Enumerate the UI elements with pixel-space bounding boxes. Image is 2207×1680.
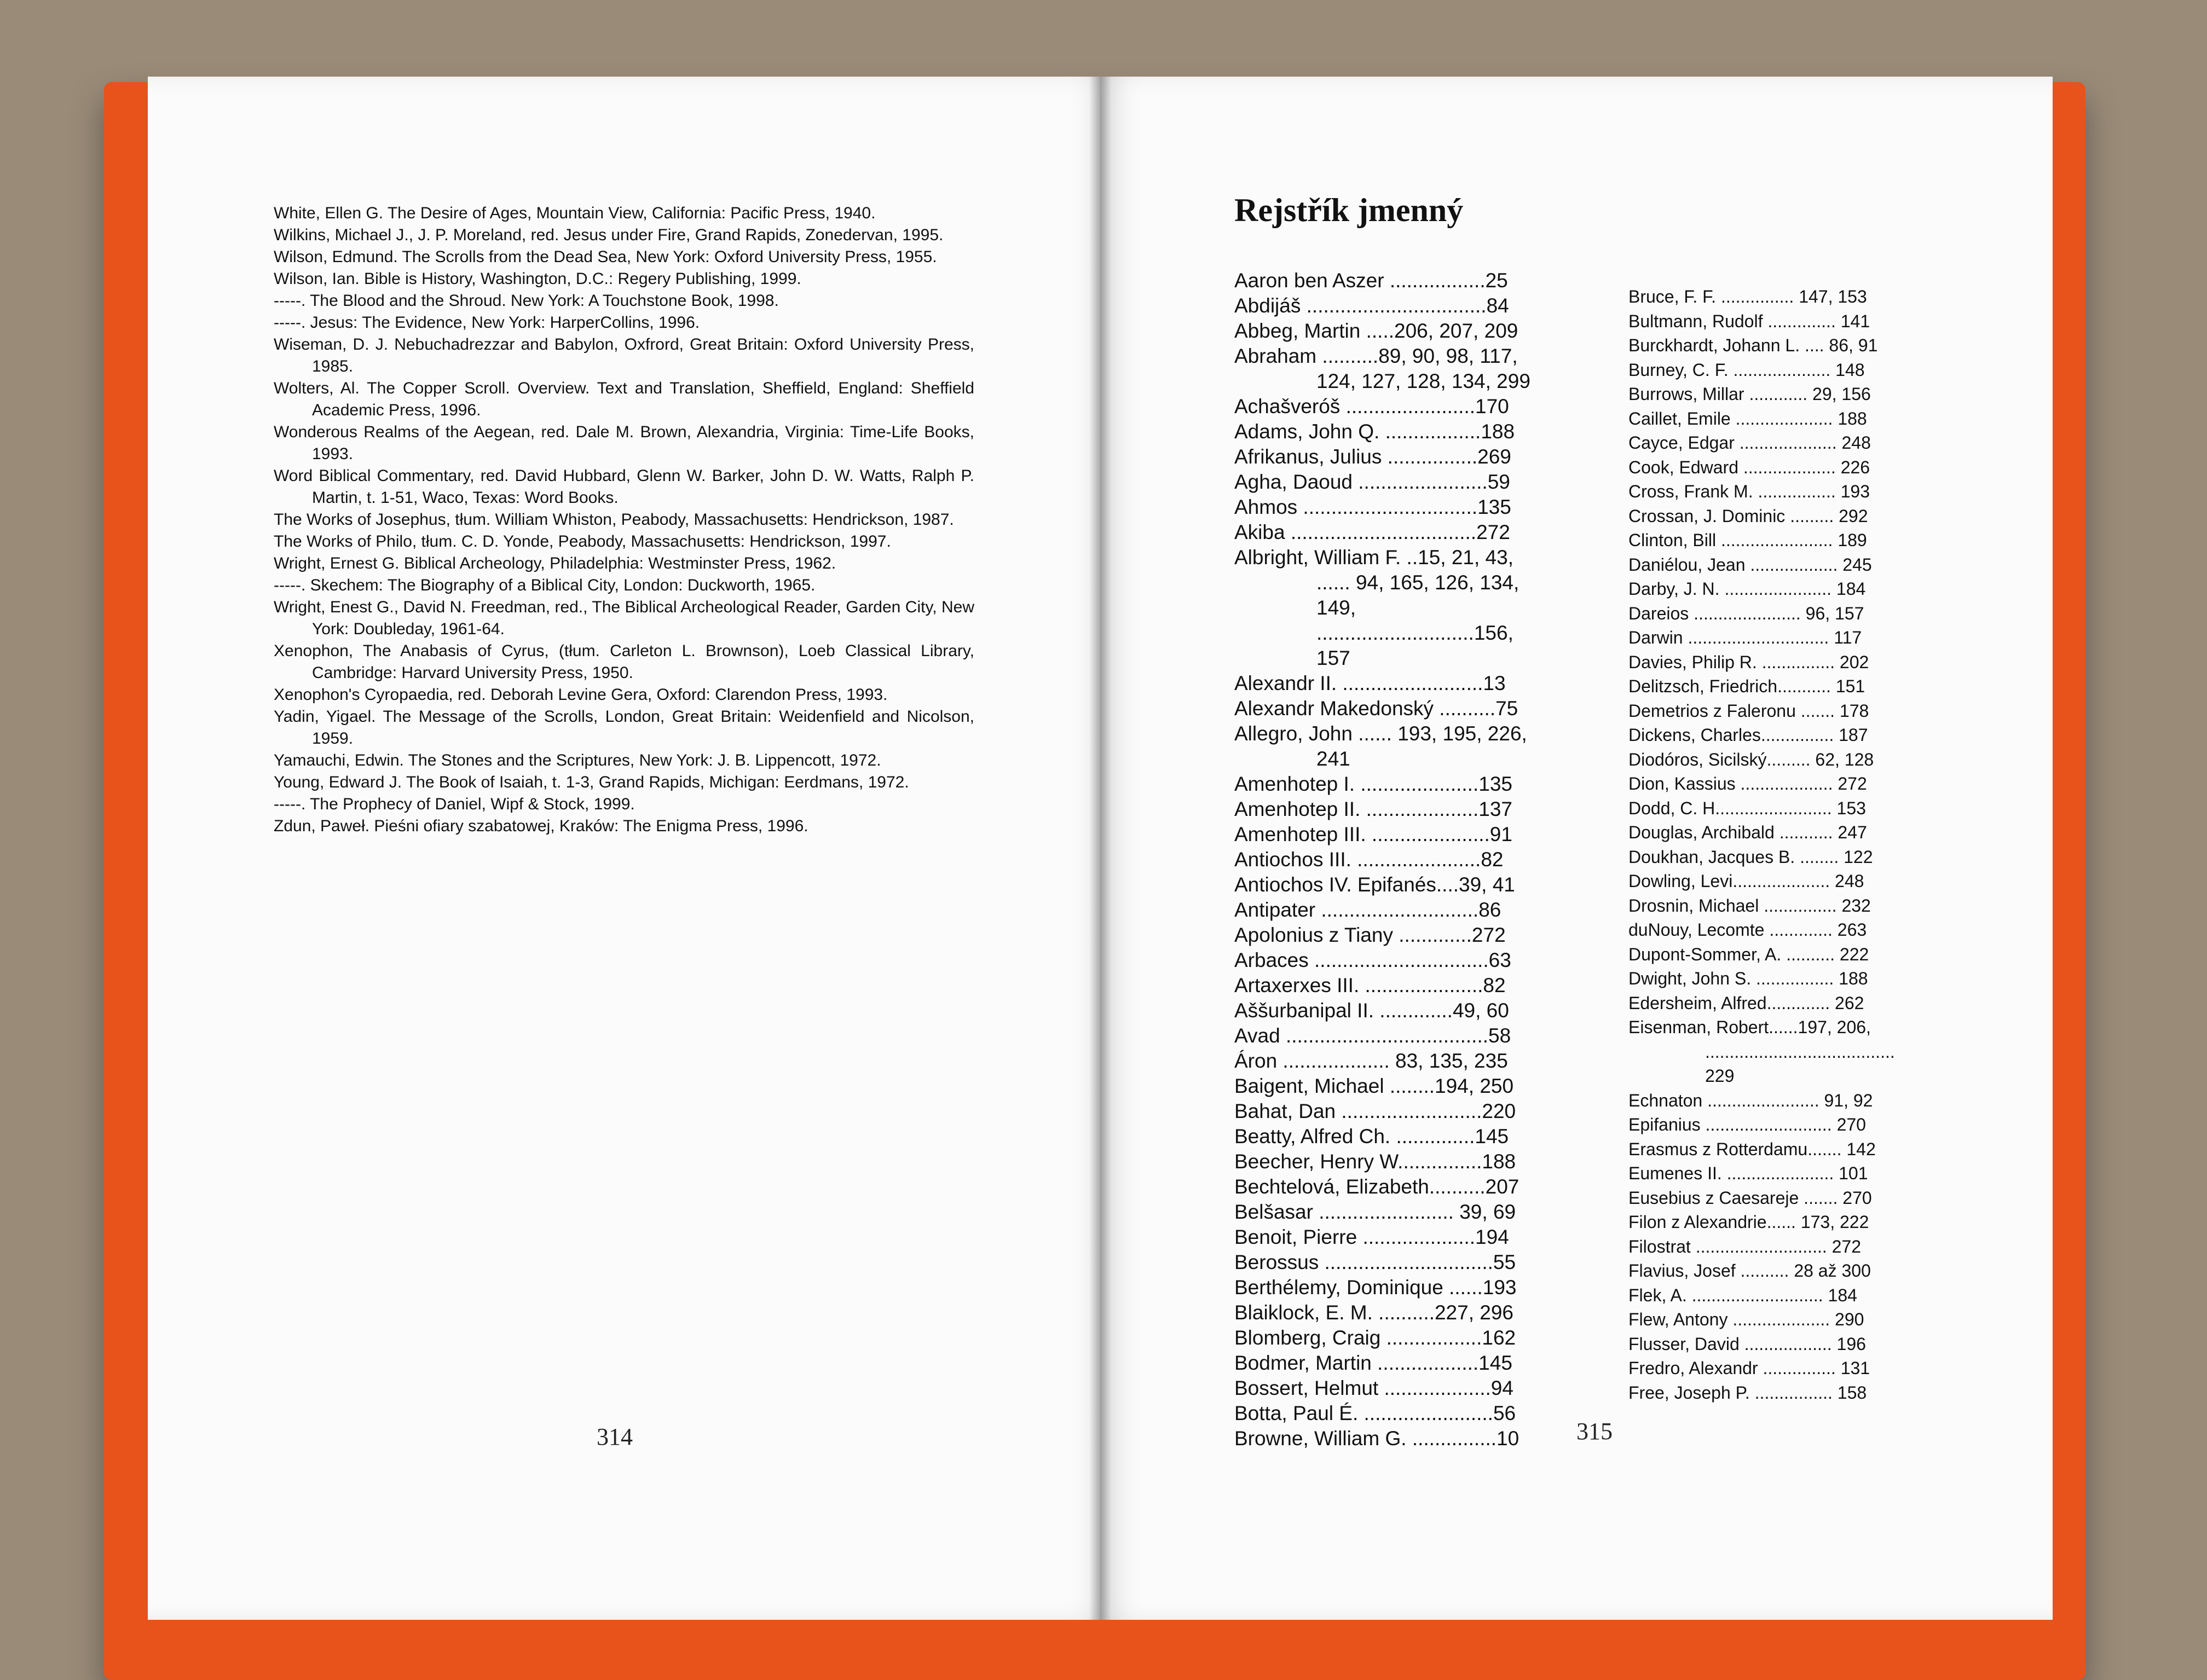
index-entry: Baigent, Michael ........194, 250 xyxy=(1234,1075,1514,1097)
bibliography-entry: Wright, Enest G., David N. Freedman, red., The Biblical Archeological Reader, Garden City, New York: Doubleday, 1961-64. xyxy=(274,598,974,638)
index-entry: Bahat, Dan .........................220 xyxy=(1234,1100,1516,1122)
index-entry: Crossan, J. Dominic ......... 292 xyxy=(1628,506,1868,526)
index-entry: Free, Joseph P. ................ 158 xyxy=(1628,1382,1867,1403)
index-entry: Amenhotep III. .....................91 xyxy=(1234,823,1512,845)
index-entry: Daniélou, Jean .................. 245 xyxy=(1628,554,1872,575)
index-entry: Abbeg, Martin .....206, 207, 209 xyxy=(1234,320,1518,342)
index-entry: Alexandr Makedonský ..........75 xyxy=(1234,697,1518,720)
index-entry: Douglas, Archibald ........... 247 xyxy=(1628,822,1867,842)
index-entry: Burrows, Millar ............ 29, 156 xyxy=(1628,384,1871,404)
index-entry: Drosnin, Michael ............... 232 xyxy=(1628,895,1871,916)
index-entry: Blaiklock, E. M. ..........227, 296 xyxy=(1234,1301,1513,1324)
index-entry: Allegro, John ...... 193, 195, 226, 241 xyxy=(1234,722,1527,770)
index-entry: Dodd, C. H........................ 153 xyxy=(1628,798,1866,818)
index-entry: Demetrios z Faleronu ....... 178 xyxy=(1628,700,1869,721)
bibliography-entry: Xenophon, The Anabasis of Cyrus, (tłum. Carleton L. Brownson), Loeb Classical Library, Cambridge: Harvard University Press, 1950. xyxy=(274,642,974,682)
bibliography-entry: White, Ellen G. The Desire of Ages, Mountain View, California: Pacific Press, 1940. xyxy=(274,204,876,222)
index-entry: Dion, Kassius ................... 272 xyxy=(1628,774,1867,793)
index-entry: Flek, A. ........................... 184 xyxy=(1628,1285,1857,1305)
index-entry: Abraham ..........89, 90, 98, 117, 124, 127, 128, 134, 299 xyxy=(1234,345,1530,392)
left-page xyxy=(148,77,1111,1620)
index-entry: Apolonius z Tiany .............272 xyxy=(1234,924,1506,946)
bibliography-entry: Wonderous Realms of the Aegean, red. Dale M. Brown, Alexandria, Virginia: Time-Life Books, 1993. xyxy=(274,423,974,463)
bibliography-entry: Wilkins, Michael J., J. P. Moreland, red. Jesus under Fire, Grand Rapids, Zonedervan, 1995. xyxy=(274,226,944,244)
bibliography-entry: The Works of Josephus, tłum. William Whiston, Peabody, Massachusetts: Hendrickson, 1987. xyxy=(274,511,954,529)
index-column-2 xyxy=(1628,285,1910,1405)
index-entry: Eusebius z Caesareje ....... 270 xyxy=(1628,1187,1872,1208)
index-entry: Aššurbanipal II. .............49, 60 xyxy=(1234,999,1509,1022)
index-entry: Achašveróš .......................170 xyxy=(1234,395,1509,418)
index-entry: Bechtelová, Elizabeth..........207 xyxy=(1234,1175,1520,1198)
index-entry: Beecher, Henry W...............188 xyxy=(1234,1150,1516,1173)
index-entry: Amenhotep I. .....................135 xyxy=(1234,773,1512,795)
index-entry: Dickens, Charles............... 187 xyxy=(1628,725,1868,745)
index-entry: Afrikanus, Julius ................269 xyxy=(1234,445,1511,468)
index-entry: Darby, J. N. ...................... 184 xyxy=(1628,579,1866,599)
index-entry: Caillet, Emile .................... 188 xyxy=(1628,408,1867,428)
index-entry: Flew, Antony .................... 290 xyxy=(1628,1310,1864,1329)
bibliography-entry: Young, Edward J. The Book of Isaiah, t. 1-3, Grand Rapids, Michigan: Eerdmans, 1972. xyxy=(274,773,909,791)
index-entry: Berthélemy, Dominique ......193 xyxy=(1234,1276,1517,1299)
bibliography-entry: -----. The Blood and the Shroud. New York: A Touchstone Book, 1998. xyxy=(274,292,779,310)
index-entry: Dupont-Sommer, A. .......... 222 xyxy=(1628,944,1869,964)
index-entry: Eisenman, Robert......197, 206, ....................................... 229 xyxy=(1628,1017,1895,1086)
index-entry: Eumenes II. ...................... 101 xyxy=(1628,1163,1868,1183)
bibliography-entry: -----. Skechem: The Biography of a Biblical City, London: Duckworth, 1965. xyxy=(274,576,816,594)
page-number-left: 314 xyxy=(597,1423,633,1450)
index-entry: Amenhotep II. ....................137 xyxy=(1234,798,1512,820)
index-entry: Akiba .................................272 xyxy=(1234,521,1510,543)
index-entry: Erasmus z Rotterdamu....... 142 xyxy=(1628,1139,1876,1159)
index-entry: Antiochos IV. Epifanés....39, 41 xyxy=(1234,873,1515,896)
index-entry: Bultmann, Rudolf .............. 141 xyxy=(1628,311,1870,331)
index-entry: Cayce, Edgar .................... 248 xyxy=(1628,433,1871,453)
index-entry: Dareios ...................... 96, 157 xyxy=(1628,603,1864,623)
index-entry: Echnaton ....................... 91, 92 xyxy=(1628,1090,1873,1110)
index-entry: Epifanius .......................... 270 xyxy=(1628,1115,1866,1134)
index-entry: Aaron ben Aszer .................25 xyxy=(1234,269,1508,292)
index-entry: Flusser, David .................. 196 xyxy=(1628,1334,1866,1354)
index-entry: Artaxerxes III. .....................82 xyxy=(1234,974,1506,997)
index-entry: Browne, William G. ...............10 xyxy=(1234,1427,1520,1450)
bibliography-entry: Wilson, Edmund. The Scrolls from the Dead Sea, New York: Oxford University Press, 1955. xyxy=(274,248,937,266)
bibliography-entry: The Works of Philo, tłum. C. D. Yonde, Peabody, Massachusetts: Hendrickson, 1997. xyxy=(274,532,891,551)
index-entry: Cook, Edward ................... 226 xyxy=(1628,457,1870,477)
index-entry: Edersheim, Alfred............. 262 xyxy=(1628,993,1864,1013)
index-entry: Avad ....................................58 xyxy=(1234,1024,1511,1047)
index-entry: Blomberg, Craig .................162 xyxy=(1234,1326,1516,1349)
index-entry: Clinton, Bill ....................... 189 xyxy=(1628,530,1867,550)
bibliography-entry: Yamauchi, Edwin. The Stones and the Scriptures, New York: J. B. Lippencott, 1972. xyxy=(274,751,881,769)
index-entry: Berossus ..............................55 xyxy=(1234,1251,1516,1273)
index-entry: Diodóros, Sicilský......... 62, 128 xyxy=(1628,749,1874,769)
bibliography-entry: Xenophon's Cyropaedia, red. Deborah Levine Gera, Oxford: Clarendon Press, 1993. xyxy=(274,686,888,704)
index-entry: Burckhardt, Johann L. .... 86, 91 xyxy=(1628,335,1878,355)
index-entry: Ahmos ...............................135 xyxy=(1234,496,1511,518)
index-title: Rejstřík jmenný xyxy=(1234,192,1464,228)
index-entry: Bruce, F. F. ............... 147, 153 xyxy=(1628,287,1867,306)
index-entry: Arbaces ...............................63 xyxy=(1234,949,1511,971)
index-entry: Dowling, Levi.................... 248 xyxy=(1628,871,1864,891)
index-entry: Alexandr II. .........................13 xyxy=(1234,672,1506,694)
bibliography-list xyxy=(274,202,974,837)
index-entry: Bodmer, Martin ..................145 xyxy=(1234,1352,1512,1374)
bibliography-entry: Wilson, Ian. Bible is History, Washington, D.C.: Regery Publishing, 1999. xyxy=(274,270,801,288)
index-entry: Beatty, Alfred Ch. ..............145 xyxy=(1234,1125,1509,1148)
index-entry: Doukhan, Jacques B. ........ 122 xyxy=(1628,847,1873,867)
index-entry: Adams, John Q. .................188 xyxy=(1234,420,1515,443)
index-entry: duNouy, Lecomte ............. 263 xyxy=(1628,920,1867,940)
index-entry: Filostrat ........................... 272 xyxy=(1628,1236,1862,1256)
index-entry: Burney, C. F. .................... 148 xyxy=(1628,360,1865,380)
index-entry: Agha, Daoud .......................59 xyxy=(1234,471,1510,493)
index-entry: Dwight, John S. ................ 188 xyxy=(1628,969,1868,988)
index-entry: Delitzsch, Friedrich........... 151 xyxy=(1628,676,1865,696)
index-entry: Botta, Paul É. .......................56 xyxy=(1234,1402,1516,1424)
right-page xyxy=(1100,77,2053,1620)
bibliography-entry: -----. The Prophecy of Daniel, Wipf & Stock, 1999. xyxy=(274,795,635,813)
index-entry: Fredro, Alexandr ............... 131 xyxy=(1628,1358,1870,1378)
bibliography-entry: Zdun, Paweł. Pieśni ofiary szabatowej, Kraków: The Enigma Press, 1996. xyxy=(274,817,808,835)
index-entry: Abdijáš ................................84 xyxy=(1234,294,1509,317)
bibliography-entry: Wiseman, D. J. Nebuchadrezzar and Babylon, Oxfrord, Great Britain: Oxford University Press, 1985. xyxy=(274,335,974,375)
index-entry: Áron ................... 83, 135, 235 xyxy=(1234,1050,1508,1072)
bibliography-entry: Wolters, Al. The Copper Scroll. Overview. Text and Translation, Sheffield, England: Sheffield Academic Press, 1996. xyxy=(274,379,974,419)
index-entry: Filon z Alexandrie...... 173, 222 xyxy=(1628,1212,1869,1232)
index-entry: Belšasar ........................ 39, 69 xyxy=(1234,1201,1516,1223)
index-column-1 xyxy=(1234,268,1544,1451)
index-entry: Davies, Philip R. ............... 202 xyxy=(1628,652,1869,672)
index-entry: Benoit, Pierre ....................194 xyxy=(1234,1226,1509,1248)
index-entry: Darwin ............................. 117 xyxy=(1628,628,1862,647)
index-entry: Cross, Frank M. ................ 193 xyxy=(1628,482,1870,501)
page-number-right: 315 xyxy=(1576,1418,1613,1445)
index-entry: Albright, William F. ..15, 21, 43, ...... 94, 165, 126, 134, 149, ............................156, 157 xyxy=(1234,546,1520,669)
index-entry: Flavius, Josef .......... 28 až 300 xyxy=(1628,1261,1871,1281)
index-entry: Antiochos III. ......................82 xyxy=(1234,848,1504,871)
bibliography-entry: Yadin, Yigael. The Message of the Scrolls, London, Great Britain: Weidenfield and Nicolson, 1959. xyxy=(274,708,974,748)
bibliography-entry: Word Biblical Commentary, red. David Hubbard, Glenn W. Barker, John D. W. Watts, Ralph P. Martin, t. 1-51, Waco, Texas: Word Books. xyxy=(274,467,974,507)
bibliography-entry: Wright, Ernest G. Biblical Archeology, Philadelphia: Westminster Press, 1962. xyxy=(274,554,836,572)
book-gutter xyxy=(1089,77,1111,1620)
index-entry: Bossert, Helmut ...................94 xyxy=(1234,1377,1513,1399)
bibliography-entry: -----. Jesus: The Evidence, New York: HarperCollins, 1996. xyxy=(274,314,700,332)
index-entry: Antipater ............................86 xyxy=(1234,899,1501,921)
